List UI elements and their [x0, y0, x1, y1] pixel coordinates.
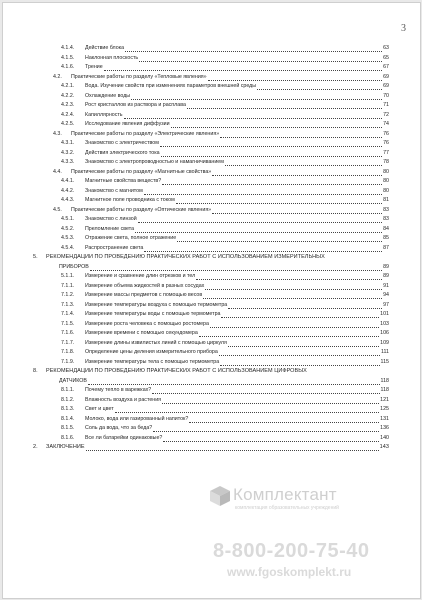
toc-entry-title: Измерение температуры воды с помощью термометра	[85, 311, 221, 317]
toc-entry-page: 76	[383, 130, 389, 137]
toc-entry-number: 4.2.2.	[61, 92, 75, 99]
toc-entry	[31, 301, 389, 311]
toc-entry-page: 91	[383, 282, 389, 289]
toc-entry-title: Действие блока	[85, 45, 125, 51]
toc-entry-page: 80	[383, 168, 389, 175]
toc-entry	[31, 377, 389, 387]
toc-dot-leader	[171, 120, 382, 128]
toc-entry-title: Практические работы по разделу «Тепловые явления»	[71, 73, 207, 80]
toc-entry-number: 8.	[33, 368, 38, 374]
toc-dot-leader	[160, 139, 382, 147]
toc-entry-number: 8.1.4.	[61, 415, 75, 422]
toc-dot-leader	[203, 291, 382, 299]
toc-entry-title: Практические работы по разделу «Оптические явления»	[71, 206, 212, 213]
toc-entry-title: ЗАКЛЮЧЕНИЕ	[46, 444, 85, 450]
toc-entry-number: 4.1.4.	[61, 45, 75, 51]
toc-entry	[31, 329, 389, 339]
toc-dot-leader	[124, 111, 382, 119]
toc-entry	[31, 206, 389, 216]
toc-entry-title: Измерение длины извилистых линий с помощью циркуля	[85, 339, 227, 346]
toc-entry	[31, 92, 389, 102]
toc-dot-leader	[90, 263, 382, 271]
toc-entry-page: 115	[380, 358, 389, 365]
toc-entry	[31, 63, 389, 73]
toc-entry-page: 131	[380, 415, 389, 422]
toc-entry-number: 4.2.5.	[61, 121, 75, 127]
toc-dot-leader	[86, 443, 379, 451]
toc-dot-leader	[212, 168, 382, 176]
page-number: 3	[401, 23, 406, 34]
toc-dot-leader	[125, 44, 382, 52]
toc-entry-title: Знакомство с электропроводностью и намагничиванием	[85, 159, 224, 165]
toc-entry-page: 87	[383, 244, 389, 251]
toc-entry-title: Знакомство с электричеством	[85, 140, 159, 146]
toc-entry	[31, 310, 389, 320]
toc-entry-page: 136	[380, 425, 389, 431]
toc-entry-page: 77	[383, 149, 389, 156]
toc-entry-page: 143	[379, 444, 389, 450]
toc-entry-number: 4.3.	[53, 130, 62, 137]
toc-entry-page: 106	[380, 330, 389, 336]
toc-entry-page: 67	[383, 64, 389, 70]
toc-dot-leader	[104, 63, 382, 71]
toc-entry-page: 63	[383, 45, 389, 51]
toc-entry	[31, 434, 389, 444]
toc-entry-title: Измерение объема жидкостей в разных сосудах	[85, 282, 205, 289]
toc-entry	[31, 272, 389, 282]
toc-entry-title: ДАТЧИКОВ	[59, 377, 87, 384]
toc-entry	[31, 443, 389, 453]
toc-entry-page: 118	[380, 387, 389, 393]
toc-dot-leader	[189, 415, 379, 423]
toc-entry	[31, 244, 389, 254]
cube-logo-icon	[209, 485, 231, 507]
toc-dot-leader	[220, 130, 382, 138]
toc-entry-title: Рост кристаллов из раствора и расплава	[85, 102, 186, 108]
toc-entry-page: 80	[383, 178, 389, 184]
toc-entry-page: 70	[383, 92, 389, 99]
toc-entry	[31, 73, 389, 83]
toc-dot-leader	[138, 215, 382, 223]
watermark-website: www.fgoskomplekt.ru	[227, 565, 352, 579]
toc-entry-title: Измерение температуры тела с помощью термометра	[85, 358, 220, 365]
toc-dot-leader	[152, 386, 380, 394]
toc-entry-number: 4.3.1.	[61, 140, 75, 146]
toc-entry	[31, 291, 389, 301]
toc-dot-leader	[196, 272, 382, 280]
toc-entry-number: 4.5.	[53, 206, 62, 213]
toc-dot-leader	[153, 424, 379, 432]
toc-entry	[31, 396, 389, 406]
toc-entry-page: 97	[383, 301, 389, 308]
toc-dot-leader	[205, 282, 382, 290]
toc-entry	[31, 130, 389, 140]
toc-dot-leader	[219, 348, 380, 356]
toc-entry-number: 4.4.2.	[61, 187, 75, 194]
toc-entry-title: Распространение света	[85, 244, 144, 251]
toc-entry	[31, 120, 389, 130]
toc-entry-title: Все ли батарейки одинаковые?	[85, 434, 163, 441]
toc-entry-number: 7.1.7.	[61, 339, 75, 346]
toc-entry-title: Измерение времени с помощью секундомера	[85, 330, 198, 336]
toc-entry	[31, 263, 389, 273]
toc-dot-leader	[257, 82, 382, 90]
toc-entry	[31, 101, 389, 111]
toc-entry-page: 85	[383, 235, 389, 241]
toc-entry-page: 83	[383, 206, 389, 213]
toc-entry-number: 5.1.1.	[61, 273, 75, 279]
toc-entry	[31, 386, 389, 396]
toc-dot-leader	[177, 234, 382, 242]
toc-entry-title: Практические работы по разделу «Электрические явления»	[71, 130, 220, 137]
toc-entry-title: Измерение массы предметов с помощью весов	[85, 292, 203, 298]
toc-entry	[31, 405, 389, 415]
toc-entry-page: 125	[380, 406, 389, 412]
toc-entry-title: Молоко, вода или газированный напиток?	[85, 415, 189, 422]
toc-entry-title: Магнитные свойства веществ?	[85, 178, 162, 184]
toc-entry-number: 7.1.3.	[61, 301, 75, 308]
toc-entry-title: Измерение температуры воздуха с помощью термометра	[85, 301, 228, 308]
toc-dot-leader	[144, 244, 382, 252]
toc-entry-number: 5.	[33, 254, 38, 260]
toc-entry-number: 4.2.3.	[61, 102, 75, 108]
toc-entry-title: РЕКОМЕНДАЦИИ ПО ПРОВЕДЕНИЮ ПРАКТИЧЕСКИХ РАБОТ С ИСПОЛЬЗОВАНИЕМ ИЗМЕРИТЕЛЬНЫХ	[46, 254, 325, 260]
toc-entry-number: 7.1.2.	[61, 292, 75, 298]
toc-entry-title: Измерение роста человека с помощью ростомера	[85, 320, 209, 327]
toc-dot-leader	[161, 149, 382, 157]
toc-dot-leader	[88, 377, 380, 385]
toc-entry	[31, 177, 389, 187]
toc-entry-page: 94	[383, 292, 389, 298]
toc-entry	[31, 320, 389, 330]
toc-dot-leader	[115, 405, 379, 413]
toc-entry	[31, 424, 389, 434]
toc-dot-leader	[162, 177, 382, 185]
toc-dot-leader	[221, 310, 379, 318]
toc-entry-page: 109	[380, 339, 389, 346]
toc-entry-number: 7.1.4.	[61, 311, 75, 317]
toc-entry-title: Вода. Изучение свойств при изменениях параметров внешней среды	[85, 83, 257, 89]
toc-entry	[31, 415, 389, 425]
toc-entry-title: Определение цены деления измерительного прибора	[85, 349, 218, 355]
toc-entry	[31, 158, 389, 168]
toc-entry-page: 78	[383, 159, 389, 165]
toc-entry-number: 2.	[33, 444, 38, 450]
toc-dot-leader	[220, 358, 380, 366]
toc-dot-leader	[225, 158, 382, 166]
document-page	[2, 2, 421, 599]
toc-entry-number: 7.1.6.	[61, 330, 75, 336]
toc-entry-number: 8.1.2.	[61, 396, 75, 403]
toc-entry-title: Практические работы по разделу «Магнитные свойства»	[71, 168, 212, 175]
toc-dot-leader	[131, 92, 382, 100]
toc-entry	[31, 149, 389, 159]
toc-entry-number: 8.1.5.	[61, 425, 75, 431]
toc-entry-title: Охлаждение воды	[85, 92, 131, 99]
toc-entry-title: Знакомство с линзой	[85, 216, 137, 222]
toc-entry-number: 8.1.3.	[61, 406, 75, 412]
toc-entry-page: 101	[380, 311, 389, 317]
toc-entry-number: 4.4.3.	[61, 197, 75, 203]
toc-entry-number: 4.3.3.	[61, 159, 75, 165]
toc-entry-page: 121	[380, 396, 389, 403]
toc-entry	[31, 44, 389, 54]
toc-entry-number: 4.2.1.	[61, 83, 75, 89]
toc-entry	[31, 339, 389, 349]
toc-entry-number: 7.1.8.	[61, 349, 75, 355]
toc-dot-leader	[187, 101, 382, 109]
toc-entry-title: Знакомство с магнитом	[85, 187, 143, 194]
toc-entry-title: Трение	[85, 64, 103, 70]
toc-entry	[31, 358, 389, 368]
toc-dot-leader	[139, 54, 382, 62]
toc-entry-page: 118	[380, 377, 389, 384]
toc-entry	[31, 234, 389, 244]
toc-entry-title: Свет и цвет	[85, 406, 114, 412]
toc-entry-page: 83	[383, 216, 389, 222]
toc-entry-number: 4.5.4.	[61, 244, 75, 251]
toc-entry-page: 89	[383, 263, 389, 270]
toc-entry-title: Преломление света	[85, 225, 135, 232]
toc-entry-number: 4.5.1.	[61, 216, 75, 222]
toc-entry-number: 4.4.1.	[61, 178, 75, 184]
toc-dot-leader	[162, 396, 379, 404]
toc-entry-title: Влажность воздуха и растения	[85, 396, 162, 403]
toc-entry-number: 4.4.	[53, 168, 62, 175]
toc-entry-title: Исследование явления диффузии	[85, 121, 170, 127]
toc-entry-page: 111	[380, 349, 389, 355]
toc-entry-number: 8.1.1.	[61, 387, 75, 393]
toc-entry	[31, 111, 389, 121]
toc-entry-page: 69	[383, 83, 389, 89]
toc-entry-page: 80	[383, 187, 389, 194]
toc-entry-page: 69	[383, 73, 389, 80]
watermark-phone: 8-800-200-75-40	[213, 540, 370, 562]
toc-entry-number: 7.1.9.	[61, 358, 75, 365]
toc-dot-leader	[210, 320, 379, 328]
toc-entry-title: ПРИБОРОВ	[59, 263, 89, 270]
toc-entry-number: 4.2.	[53, 73, 62, 80]
toc-entry	[31, 54, 389, 64]
toc-entry-page: 71	[383, 102, 389, 108]
toc-entry-number: 8.1.6.	[61, 434, 75, 441]
toc-entry	[31, 215, 389, 225]
table-of-contents	[31, 44, 389, 453]
toc-entry	[31, 225, 389, 235]
toc-entry	[31, 82, 389, 92]
toc-entry-number: 4.1.6.	[61, 64, 75, 70]
toc-entry-page: 81	[383, 197, 389, 203]
toc-entry-title: Измерение и сравнение длин отрезков и тел	[85, 273, 196, 279]
toc-dot-leader	[208, 73, 382, 81]
toc-dot-leader	[199, 329, 379, 337]
toc-entry-page: 140	[380, 434, 389, 441]
toc-entry-title: Наклонная плоскость	[85, 54, 139, 61]
toc-entry-page: 74	[383, 121, 389, 127]
toc-entry-page: 72	[383, 111, 389, 118]
toc-dot-leader	[212, 206, 382, 214]
toc-entry-number: 4.1.5.	[61, 54, 75, 61]
toc-entry-title: Действия электрического тока	[85, 149, 160, 156]
toc-entry-title: Отражение света, полное отражение	[85, 235, 177, 241]
toc-entry-page: 84	[383, 225, 389, 232]
toc-entry-page: 103	[380, 320, 389, 327]
toc-entry-title: Почему тепло в варежках?	[85, 387, 152, 393]
toc-entry-number: 4.3.2.	[61, 149, 75, 156]
toc-dot-leader	[228, 339, 379, 347]
toc-entry	[31, 139, 389, 149]
toc-entry	[31, 253, 389, 263]
toc-entry-page: 89	[383, 273, 389, 279]
watermark-tagline: комплектация образовательных учреждений	[235, 505, 339, 511]
toc-entry-number: 7.1.5.	[61, 320, 75, 327]
toc-entry	[31, 187, 389, 197]
toc-entry-title: РЕКОМЕНДАЦИИ ПО ПРОВЕДЕНИЮ ПРАКТИЧЕСКИХ РАБОТ С ИСПОЛЬЗОВАНИЕМ ЦИФРОВЫХ	[46, 368, 307, 374]
toc-entry-number: 4.5.2.	[61, 225, 75, 232]
toc-entry-page: 65	[383, 54, 389, 61]
toc-entry-number: 7.1.1.	[61, 282, 75, 289]
toc-entry	[31, 367, 389, 377]
toc-entry	[31, 196, 389, 206]
toc-entry	[31, 168, 389, 178]
toc-dot-leader	[135, 225, 382, 233]
toc-dot-leader	[228, 301, 382, 309]
toc-dot-leader	[163, 434, 379, 442]
toc-entry-title: Капиллярность	[85, 111, 123, 118]
toc-entry	[31, 282, 389, 292]
toc-entry-title: Соль да вода, что за беда?	[85, 425, 153, 431]
toc-entry-number: 4.2.4.	[61, 111, 75, 118]
toc-entry-page: 76	[383, 140, 389, 146]
toc-dot-leader	[176, 196, 382, 204]
toc-entry-title: Магнитное поле проводника с током	[85, 197, 175, 203]
toc-dot-leader	[144, 187, 382, 195]
toc-entry	[31, 348, 389, 358]
watermark-brand: Комплектант	[233, 485, 337, 504]
toc-entry-number: 4.5.3.	[61, 235, 75, 241]
